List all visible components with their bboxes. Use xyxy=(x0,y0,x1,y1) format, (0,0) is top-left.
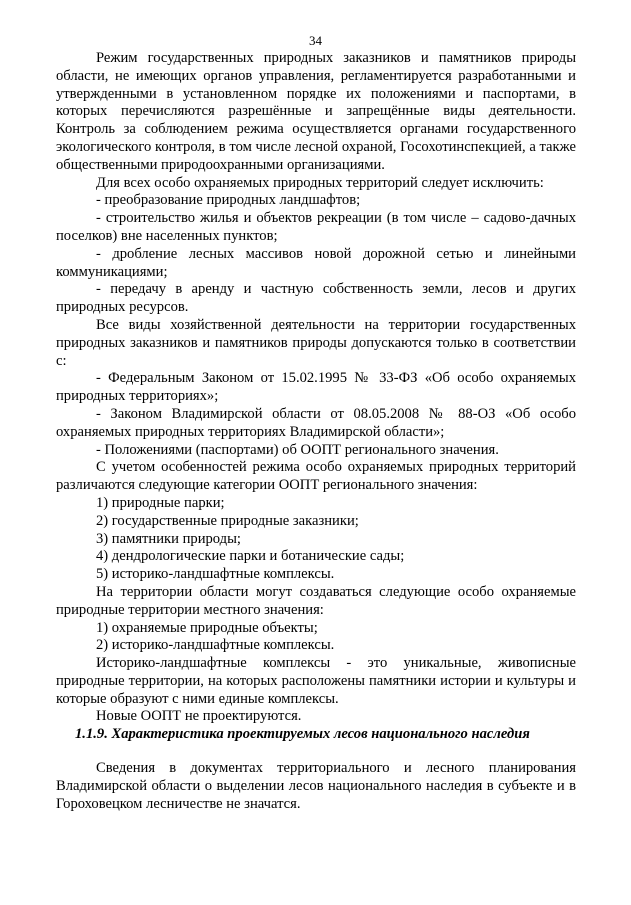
list-item-construction: - строительство жилья и объектов рекреации (в том числе – садово-дачных поселков) вне населенных пунктов; xyxy=(56,210,576,244)
list-item-landscape: - преобразование природных ландшафтов; xyxy=(96,192,361,209)
paragraph-new-protected-areas: Новые ООПТ не проектируются. xyxy=(96,708,302,725)
list-item-federal-law: - Федеральным Законом от 15.02.1995 № 33-ФЗ «Об особо охраняемых природных территориях»; xyxy=(56,370,576,405)
list-item-category-4: 4) дендрологические парки и ботанические сады; xyxy=(96,548,405,565)
list-item-category-5: 5) историко-ландшафтные комплексы. xyxy=(96,566,335,583)
paragraph-regime-control: Режим государственных природных заказников и памятников природы области, не имеющих органов управления, регламентируется разработанными и утвержденными в установленном порядке их положениями и паспортами, в которых перечисляются разрешённые и запрещённые виды деятельности. Контроль за соблюдением режима осуществляется органами государственного экологического контроля, в том числе лесной охраной, Госохотинспекцией, а также общественными природоохранными организациями. xyxy=(56,50,576,173)
list-item-lease: - передачу в аренду и частную собственность земли, лесов и других природных ресурсов. xyxy=(56,281,576,316)
paragraph-exclusions-intro: Для всех особо охраняемых природных территорий следует исключить: xyxy=(96,174,544,191)
list-item-category-1: 1) природные парки; xyxy=(96,494,225,511)
paragraph-national-heritage: Сведения в документах территориального и лесного планирования Владимирской области о выделении лесов национального наследия в субъекте и в Гороховецком лесничестве не значатся. xyxy=(56,760,576,812)
list-item-regional-law: - Законом Владимирской области от 08.05.2008 № 88-ОЗ «Об особо охраняемых природных территориях Владимирской области»; xyxy=(56,405,576,440)
body-text xyxy=(56,50,576,726)
paragraph-historic-landscape: Историко-ландшафтные комплексы - это уникальные, живописные природные территории, на которых расположены памятники истории и культуры и которые образуют с ними единые комплексы. xyxy=(56,655,576,707)
section-heading: 1.1.9. Характеристика проектируемых лесов национального наследия xyxy=(75,726,530,742)
list-item-fragmentation: - дробление лесных массивов новой дорожной сетью и линейными коммуникациями; xyxy=(56,245,576,280)
paragraph-local-intro: На территории области могут создаваться следующие особо охраняемые природные территории местного значения: xyxy=(56,583,576,618)
section-body xyxy=(56,760,576,813)
paragraph-activities-intro: Все виды хозяйственной деятельности на территории государственных природных заказников и памятников природы допускаются только в соответствии с: xyxy=(56,316,576,369)
page-number: 34 xyxy=(309,33,322,48)
list-item-local-2: 2) историко-ландшафтные комплексы. xyxy=(96,637,335,654)
list-item-local-1: 1) охраняемые природные объекты; xyxy=(96,619,318,636)
list-item-category-3: 3) памятники природы; xyxy=(96,530,241,547)
list-item-category-2: 2) государственные природные заказники; xyxy=(96,512,359,529)
paragraph-categories-intro: С учетом особенностей режима особо охраняемых природных территорий различаются следующие категории ООПТ регионального значения: xyxy=(56,459,576,494)
list-item-regulations: - Положениями (паспортами) об ООПТ регионального значения. xyxy=(96,441,499,458)
